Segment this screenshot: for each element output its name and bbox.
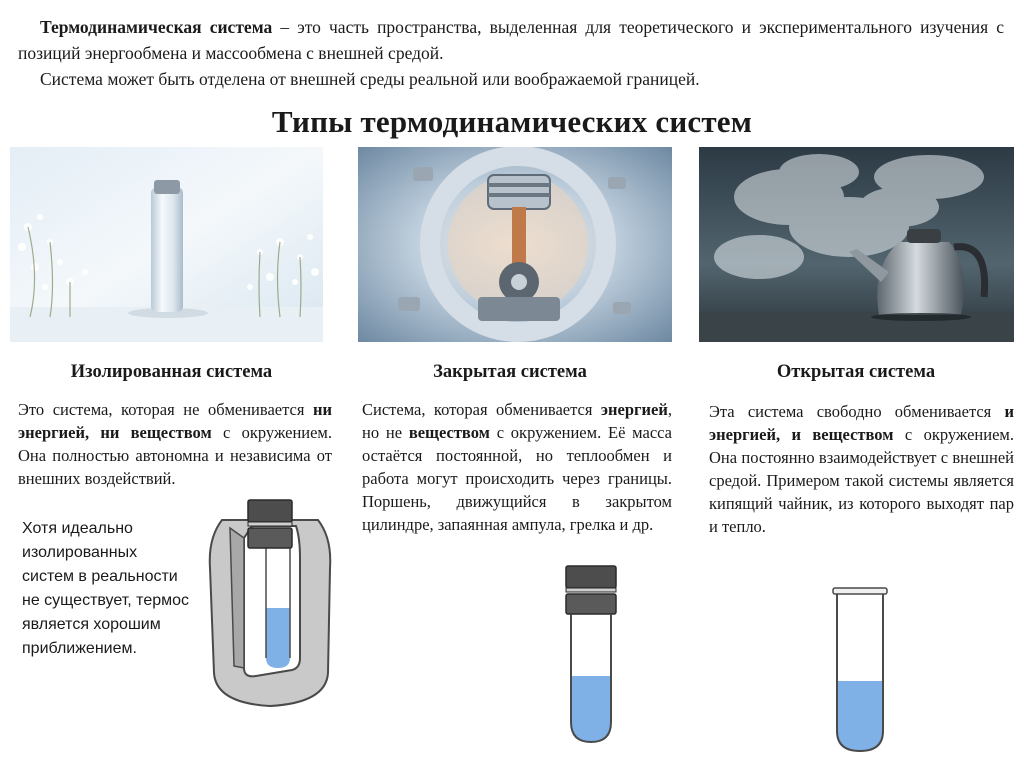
open-system-description [709,400,1014,538]
isolated-text-2: с окружением. Она полностью автономна и независима от внешних воздействий. [18,423,332,488]
thermos-note-end: . [132,640,137,657]
isolated-bold-1: ни энергией, ни веществом [18,400,332,442]
isolated-system-title: Изолированная система [70,362,273,382]
open-text-2: с окружением. Она постоянно взаимодействует с внешней средой. Примером такой системы является кипящий чайник, из которого выходят пар и тепло. [709,425,1014,536]
thermos-cross-section-icon [200,498,340,710]
page-title: Типы термодинамических систем [271,104,753,139]
engine-image [358,147,672,342]
closed-text-3: с окружением. Её масса остаётся постоянной, но теплообмен и работа могут происходить через границы. Поршень, движущийся в закрытом цилиндре, запаянная ампула, грелка и др. [362,423,672,534]
open-test-tube-drawing [828,586,892,754]
open-bold-1: и энергией, и веществом [709,402,1014,444]
intro-definition-text: – это часть пространства, выделенная для теоретического и экспериментального изучения с позиций энергообмена и массообмена с внешней средой. [18,17,1004,63]
intro-block [18,14,1004,92]
intro-term: Термодинамическая система [40,17,273,37]
isolated-system-description [18,398,332,490]
thermos-image [10,147,323,342]
thermos-drawing [200,498,340,710]
open-system-title: Открытая система [776,362,936,382]
kettle-photo [699,147,1014,342]
thermos-note-text: Хотя идеально изолированных систем в реальности не существует, термос является хорошим приближением [22,520,190,657]
intro-definition [18,14,1004,66]
engine-photo [358,147,672,342]
thermos-note [22,517,192,661]
closed-bold-1: энергией [600,400,668,419]
closed-text-1: Система, которая обменивается [362,400,601,419]
open-text-1: Эта система свободно обменивается [709,402,1005,421]
closed-bold-2: веществом [408,423,490,442]
kettle-image [699,147,1014,342]
closed-system-title: Закрытая система [433,362,587,382]
closed-test-tube-drawing [558,564,624,746]
isolated-text-1: Это система, которая не обменивается [18,400,313,419]
closed-test-tube-icon [558,564,624,746]
closed-text-2: , но не [362,400,672,442]
thermos-photo [10,147,323,342]
open-test-tube-icon [828,586,892,754]
closed-system-description [362,398,672,536]
intro-boundary: Система может быть отделена от внешней среды реальной или воображаемой границей. [40,69,700,89]
